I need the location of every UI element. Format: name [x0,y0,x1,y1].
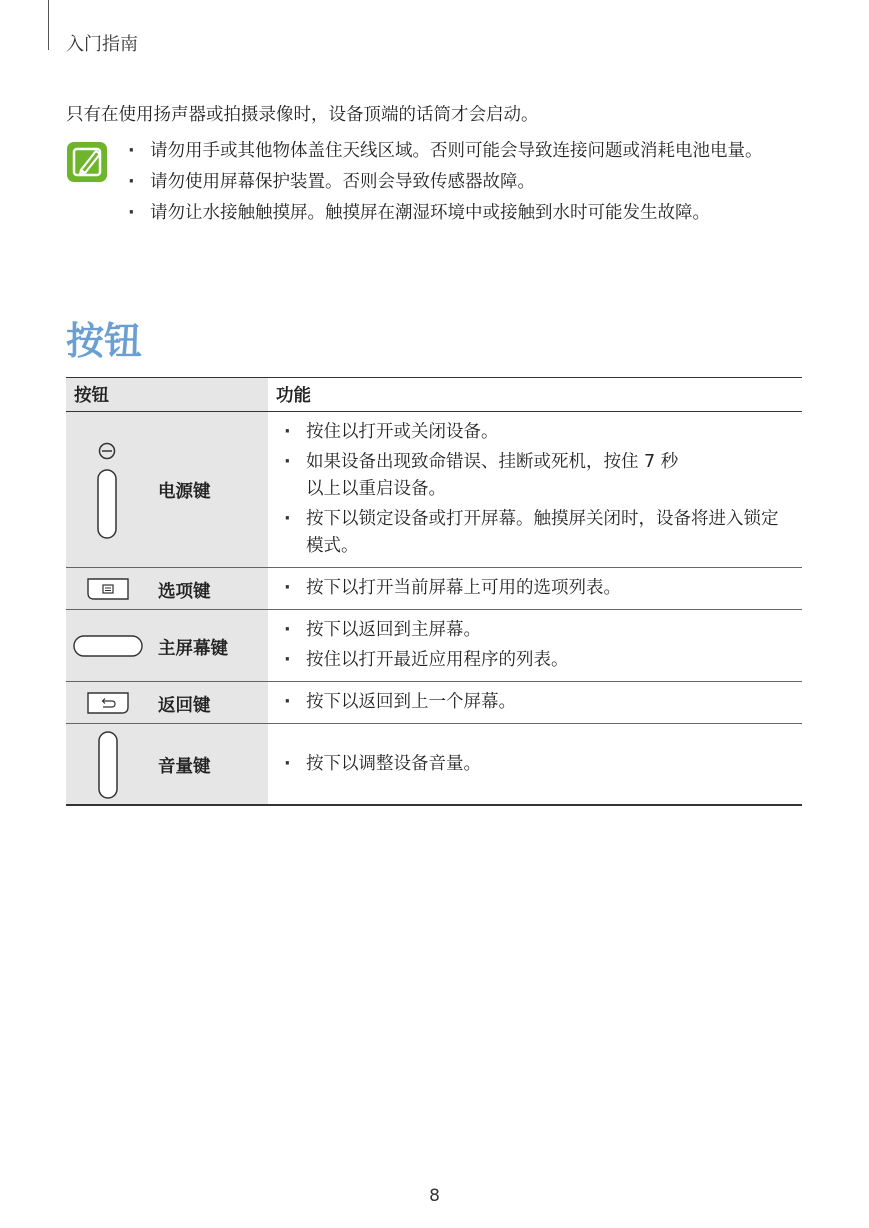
button-cell [66,610,268,682]
intro-text: 只有在使用扬声器或拍摄录像时，设备顶端的话筒才会启动。 [66,105,539,125]
button-name-home: 主屏幕键 [158,638,228,659]
table-row [66,412,802,568]
notes-list [128,138,808,231]
note-item: · 请勿让水接触触摸屏。触摸屏在潮湿环境中或接触到水时可能发生故障。 [128,200,808,227]
function-cell [268,610,802,682]
note-item: · 请勿使用屏幕保护装置。否则会导致传感器故障。 [128,169,808,196]
note-item: · 请勿用手或其他物体盖住天线区域。否则可能会导致连接问题或消耗电池电量。 [128,138,808,165]
column-header-function: 功能 [268,378,802,412]
function-item: · 按下以调整设备音量。 [284,751,792,778]
function-cell [268,412,802,568]
function-item: · 按下以打开当前屏幕上可用的选项列表。 [284,575,792,602]
function-item: · 按住以打开最近应用程序的列表。 [284,647,792,674]
section-title: 按钮 [66,319,143,363]
function-cell [268,724,802,806]
header-section-title: 入门指南 [66,34,138,55]
table-row [66,568,802,610]
button-cell [66,682,268,724]
note-icon [66,141,108,183]
button-cell [66,568,268,610]
function-item: · 如果设备出现致命错误、挂断或死机，按住 7 秒以上以重启设备。 [284,449,792,503]
table-row [66,682,802,724]
function-item: · 按住以打开或关闭设备。 [284,419,792,446]
back-key-icon [86,691,130,715]
function-item: · 按下以返回到上一个屏幕。 [284,689,792,716]
home-key-icon [73,634,143,658]
table-row [66,610,802,682]
column-header-button: 按钮 [66,378,268,412]
power-key-icon [96,440,118,540]
function-cell [268,568,802,610]
table-row [66,724,802,806]
button-name-options: 选项键 [158,581,211,602]
button-name-power: 电源键 [158,481,211,502]
buttons-table [66,377,802,806]
page-number: 8 [429,1186,440,1206]
button-cell [66,412,268,568]
volume-key-icon [98,731,118,799]
function-item: · 按下以锁定设备或打开屏幕。触摸屏关闭时，设备将进入锁定模式。 [284,506,792,560]
button-name-volume: 音量键 [158,757,211,777]
options-key-icon [86,577,130,601]
header-rule [48,0,49,50]
button-cell [66,724,268,806]
button-name-back: 返回键 [158,695,211,716]
function-cell [268,682,802,724]
function-item: · 按下以返回到主屏幕。 [284,617,792,644]
